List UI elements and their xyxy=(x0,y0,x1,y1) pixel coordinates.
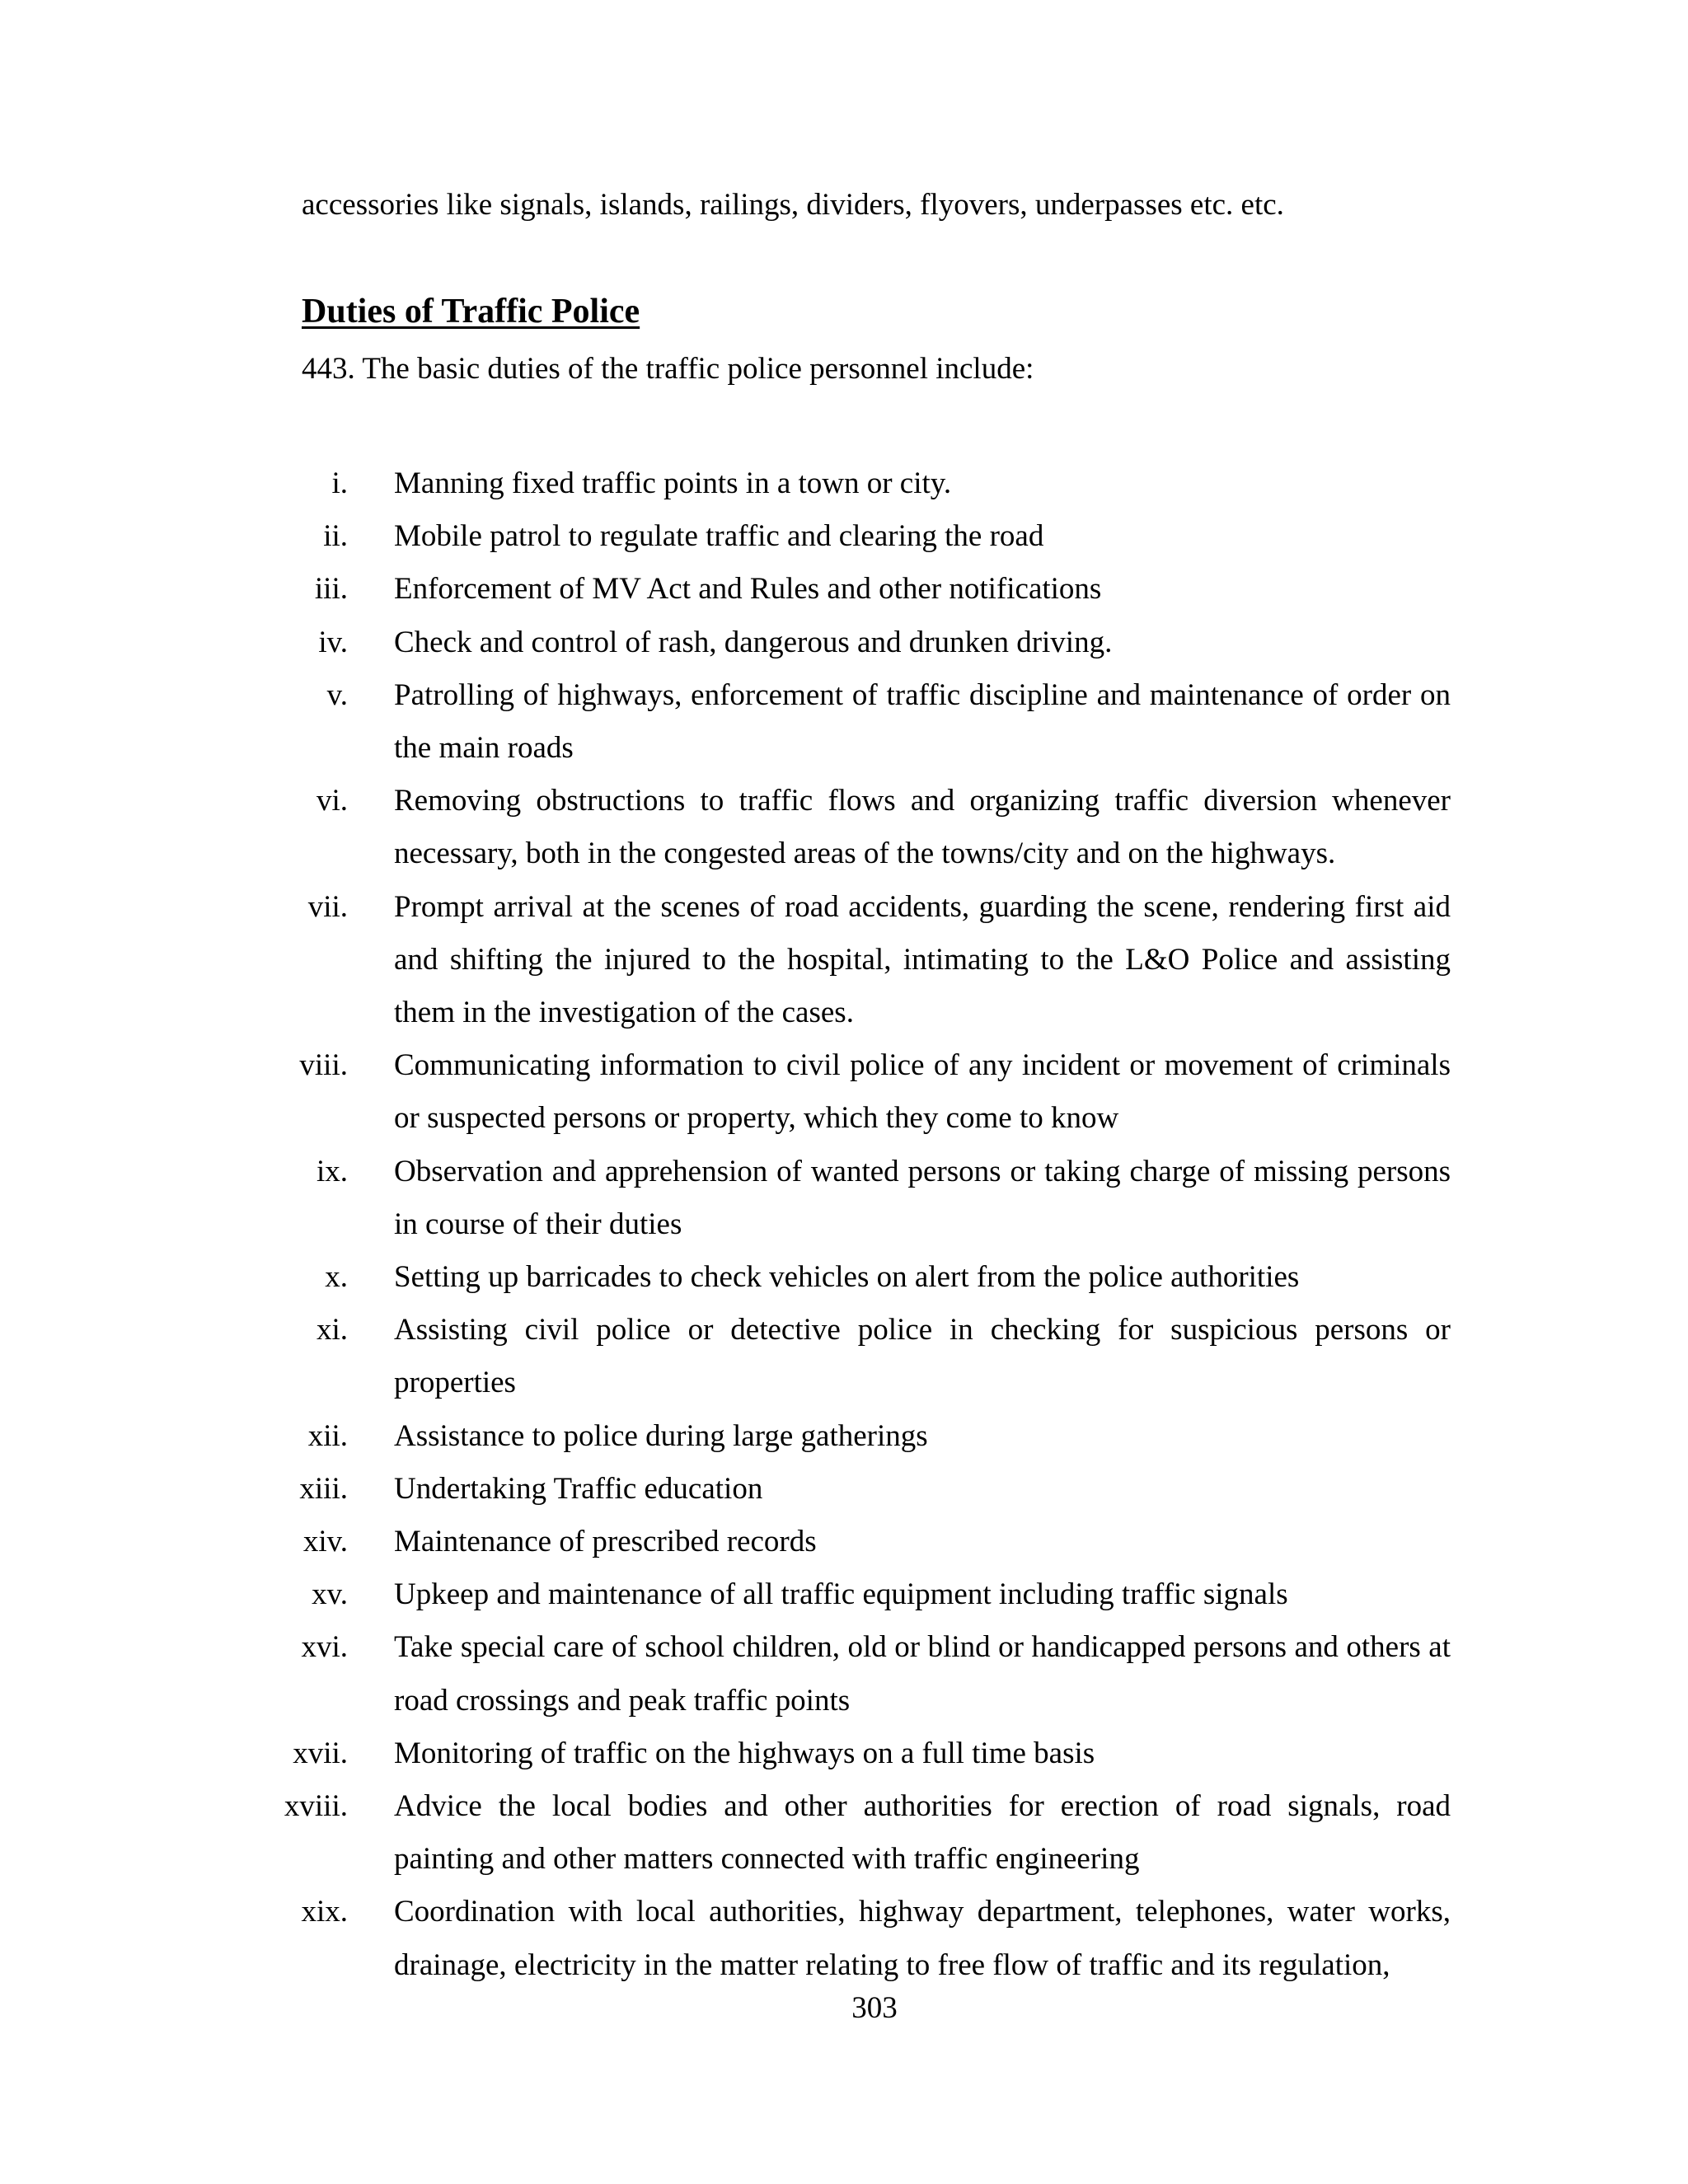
list-item xyxy=(0,457,1688,510)
list-item-number: xiv. xyxy=(302,1525,348,1559)
list-item-number: ix. xyxy=(316,1154,348,1188)
list-item-text: Patrolling of highways, enforcement of traffic discipline and maintenance of order on the main roads xyxy=(394,677,1451,766)
list-item-text: Prompt arrival at the scenes of road accidents, guarding the scene, rendering first aid and shifting the injured to the hospital, intimating to the L&O Police and assisting them in the investigation of the cases. xyxy=(394,889,1451,1030)
list-item xyxy=(0,1410,1688,1463)
list-item xyxy=(0,1886,1688,1991)
list-item-text: Monitoring of traffic on the highways on a full time basis xyxy=(394,1736,1095,1770)
list-item-number: vi. xyxy=(316,784,348,818)
list-item xyxy=(0,1463,1688,1516)
list-item xyxy=(0,1780,1688,1886)
list-item xyxy=(0,775,1688,880)
list-item-text: Observation and apprehension of wanted persons or taking charge of missing persons in course of their duties xyxy=(394,1154,1451,1241)
list-item-text: Coordination with local authorities, highway department, telephones, water works, drainage, electricity in the matter relating to free flow of traffic and its regulation, xyxy=(394,1895,1451,1982)
list-item-number: xii. xyxy=(307,1418,348,1453)
list-item-text: Assistance to police during large gatherings xyxy=(394,1418,928,1453)
list-item-number: xv. xyxy=(312,1577,348,1612)
list-item-text: Assisting civil police or detective police in checking for suspicious persons or properties xyxy=(394,1313,1451,1400)
list-item-number: xiii. xyxy=(299,1471,348,1506)
list-item xyxy=(0,669,1688,775)
list-item-number: xix. xyxy=(301,1895,348,1929)
list-item-number: i. xyxy=(331,466,348,500)
list-item xyxy=(0,510,1688,563)
list-item-number: iii. xyxy=(314,572,348,607)
list-item-number: x. xyxy=(325,1260,348,1295)
list-item xyxy=(0,1251,1688,1304)
list-item-text: Enforcement of MV Act and Rules and other notifications xyxy=(394,572,1102,607)
intro-paragraph: 443. The basic duties of the traffic police personnel include: xyxy=(302,352,1034,386)
list-item-text: Communicating information to civil police of any incident or movement of criminals or suspected persons or property, which they come to know xyxy=(394,1048,1451,1136)
list-item-number: xviii. xyxy=(284,1789,348,1824)
list-item-text: Check and control of rash, dangerous and drunken driving. xyxy=(394,625,1113,659)
list-item-text: Undertaking Traffic education xyxy=(394,1471,763,1506)
list-item-number: ii. xyxy=(323,519,348,554)
section-heading: Duties of Traffic Police xyxy=(302,293,640,330)
list-item-number: xi. xyxy=(316,1313,348,1347)
list-item xyxy=(0,563,1688,616)
list-item-text: Manning fixed traffic points in a town or city. xyxy=(394,466,952,500)
list-item-text: Mobile patrol to regulate traffic and clearing the road xyxy=(394,519,1044,554)
list-item-number: iv. xyxy=(318,625,348,659)
list-item-number: vii. xyxy=(307,889,348,924)
list-item xyxy=(0,881,1688,1040)
list-item xyxy=(0,1621,1688,1727)
list-item-text: Setting up barricades to check vehicles on alert from the police authorities xyxy=(394,1260,1300,1295)
list-item-number: v. xyxy=(326,677,348,712)
duties-list xyxy=(0,457,1688,1992)
list-item-number: xvi. xyxy=(301,1630,348,1665)
page-number: 303 xyxy=(851,1991,898,2025)
list-item-text: Maintenance of prescribed records xyxy=(394,1525,817,1559)
list-item-number: viii. xyxy=(299,1048,348,1083)
list-item-text: Removing obstructions to traffic flows and organizing traffic diversion whenever necessary, both in the congested areas of the towns/city and on the highways. xyxy=(394,784,1451,871)
list-item xyxy=(0,616,1688,669)
list-item-number: xvii. xyxy=(293,1736,348,1770)
list-item-text: Upkeep and maintenance of all traffic equipment including traffic signals xyxy=(394,1577,1288,1612)
list-item xyxy=(0,1568,1688,1621)
list-item xyxy=(0,1304,1688,1409)
list-item-text: Advice the local bodies and other authorities for erection of road signals, road painting and other matters connected with traffic engineering xyxy=(394,1789,1451,1877)
list-item xyxy=(0,1516,1688,1568)
continuation-text: accessories like signals, islands, railings, dividers, flyovers, underpasses etc. etc. xyxy=(302,188,1284,222)
list-item-text: Take special care of school children, old or blind or handicapped persons and others at road crossings and peak traffic points xyxy=(394,1630,1451,1718)
list-item xyxy=(0,1146,1688,1251)
list-item xyxy=(0,1039,1688,1145)
list-item xyxy=(0,1727,1688,1780)
